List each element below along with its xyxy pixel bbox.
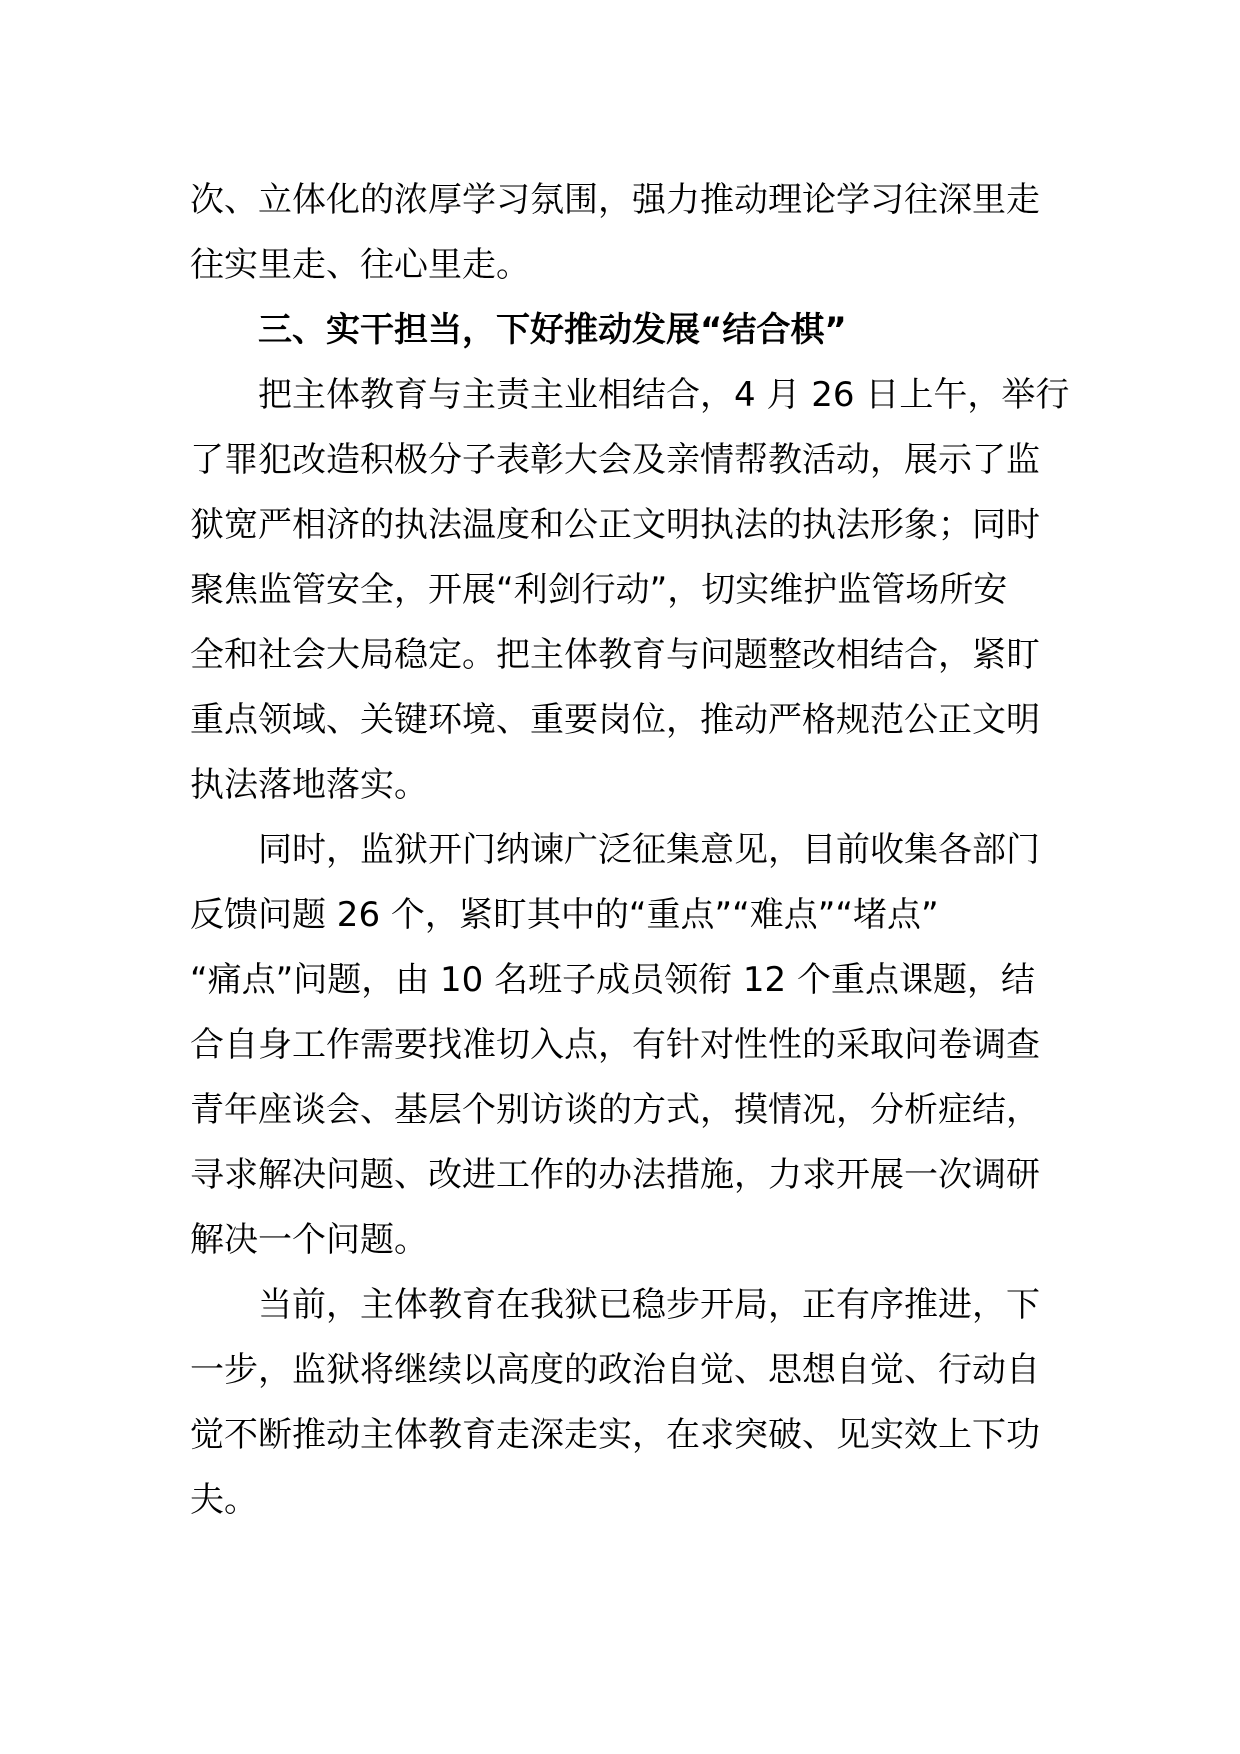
body-line: 了罪犯改造积极分子表彰大会及亲情帮教活动，展示了监 bbox=[190, 440, 1040, 480]
body-line: 次、立体化的浓厚学习氛围，强力推动理论学习往深里走 bbox=[190, 180, 1040, 220]
body-line: 反馈问题 26 个，紧盯其中的“重点”“难点”“堵点” bbox=[190, 895, 939, 935]
paragraph-first-line: 同时，监狱开门纳谏广泛征集意见，目前收集各部门 bbox=[258, 830, 1040, 870]
body-line: 合自身工作需要找准切入点，有针对性性的采取问卷调查 bbox=[190, 1025, 1040, 1065]
section-heading: 三、实干担当，下好推动发展“结合棋” bbox=[258, 310, 847, 350]
paragraph-first-line: 把主体教育与主责主业相结合，4 月 26 日上午，举行 bbox=[258, 375, 1070, 415]
body-line: 觉不断推动主体教育走深走实，在求突破、见实效上下功 bbox=[190, 1415, 1040, 1455]
body-line: 聚焦监管安全，开展“利剑行动”，切实维护监管场所安 bbox=[190, 570, 1008, 610]
paragraph-first-line: 当前，主体教育在我狱已稳步开局，正有序推进，下 bbox=[258, 1285, 1040, 1325]
body-line: 一步，监狱将继续以高度的政治自觉、思想自觉、行动自 bbox=[190, 1350, 1040, 1390]
body-line: 往实里走、往心里走。 bbox=[190, 245, 530, 285]
body-line: 寻求解决问题、改进工作的办法措施，力求开展一次调研 bbox=[190, 1155, 1040, 1195]
body-line: 青年座谈会、基层个别访谈的方式，摸情况，分析症结， bbox=[190, 1090, 1040, 1130]
body-line: 解决一个问题。 bbox=[190, 1220, 428, 1260]
document-body bbox=[190, 168, 1070, 1533]
body-line: 狱宽严相济的执法温度和公正文明执法的执法形象；同时 bbox=[190, 505, 1040, 545]
body-line: “痛点”问题，由 10 名班子成员领衔 12 个重点课题，结 bbox=[190, 960, 1035, 1000]
body-line: 执法落地落实。 bbox=[190, 765, 428, 805]
body-line: 重点领域、关键环境、重要岗位，推动严格规范公正文明 bbox=[190, 700, 1040, 740]
body-line: 夫。 bbox=[190, 1480, 258, 1520]
body-line: 全和社会大局稳定。把主体教育与问题整改相结合，紧盯 bbox=[190, 635, 1040, 675]
